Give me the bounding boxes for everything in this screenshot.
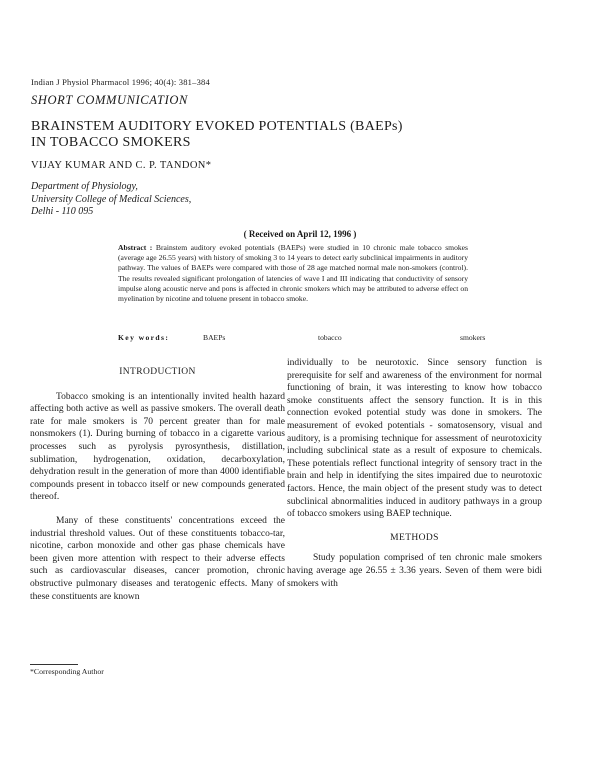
abstract-text: Brainstem auditory evoked potentials (BAEPs) were studied in 10 chronic male tobacco smokes (average age 26.55 years) with history of smoking 3 to 14 years to detect early subclinical impairments in auditory pathway. The values of BAEPs were compared with those of 28 age matched normal male non-smokers (control). The results revealed significant prolongation of latencies of wave I and III indicating that conductivity of sensory impulse along acoustic nerve and pons is affected in chronic smokers which may be attributed to adverse effect on myelination by nicotine and toluene present in tobacco smoke.	[118, 243, 469, 304]
article-title	[31, 119, 551, 151]
author-line: VIJAY KUMAR AND C. P. TANDON*	[31, 160, 212, 171]
received-date: ( Received on April 12, 1996 )	[243, 229, 357, 239]
keyword: BAEPs	[203, 333, 226, 342]
affiliation-line: Department of Physiology,	[31, 181, 138, 192]
affiliation	[31, 181, 191, 219]
section-heading-introduction: INTRODUCTION	[119, 367, 196, 377]
title-line: IN TOBACCO SMOKERS	[31, 135, 191, 150]
keywords-label: Key words:	[118, 333, 170, 342]
journal-reference: Indian J Physiol Pharmacol 1996; 40(4): 381–384	[31, 77, 210, 87]
body-paragraph: Study population comprised of ten chronic male smokers having average age 26.55 ± 3.36 years. Seven of them were bidi smokers with	[287, 553, 542, 589]
affiliation-line: University College of Medical Sciences,	[31, 193, 192, 205]
footnote-divider	[30, 664, 78, 665]
keyword: tobacco	[318, 333, 342, 342]
body-paragraph: individually to be neurotoxic. Since sensory function is prerequisite for self and awareness of the environment for normal functioning of brain, it was interesting to know how tobacco smoke constituents affect the sensory function. It is in this connection evoked potential study was done in smokers. The measurement of evoked potentials - somatosensory, visual and auditory, is a promising technique for assessment of neurotoxicity including subclinical state as a result of exposure to chemicals. These potentials reflect functional integrity of sensory tract in the brain and help in identifying the sites impaired due to neurotoxic factors. Hence, the main object of the present study was to detect subclinical abnormalities induced in auditory pathways in a group of tobacco smokers using BAEP technique.	[287, 358, 542, 520]
keywords	[118, 333, 496, 342]
abstract	[118, 243, 468, 304]
section-label: SHORT COMMUNICATION	[31, 93, 188, 107]
abstract-label: Abstract :	[118, 243, 153, 252]
left-column	[30, 357, 285, 614]
body-paragraph: Tobacco smoking is an intentionally invited health hazard affecting both active as well as passive smokers. The overall death rate for male smokers is 70 percent greater than for male nonsmokers (1). During burning of tobacco in a cigarette various processes such as pyrolysis pyrosynthesis, distillation, sublimation, hydrogenation, oxidation, decarboxylation, dehydration result in the generation of more than 4000 identifiable compounds present in tobacco itself or new compounds generated thereof.	[30, 391, 285, 503]
title-line: BRAINSTEM AUDITORY EVOKED POTENTIALS (BAEPs)	[31, 119, 403, 134]
footnote: *Corresponding Author	[30, 667, 104, 676]
section-heading-methods: METHODS	[390, 532, 439, 543]
body-paragraph: Many of these constituents' concentrations exceed the industrial threshold values. Out of these constituents tobacco-tar, nicotine, carbon monoxide and other gas phase chemicals have been given more attention with respect to their adverse effects such as cardiovascular diseases, cancer promotion, chronic obstructive pulmonary diseases and teratogenic effects. Many of these constituents are known	[30, 515, 285, 602]
right-column	[287, 357, 542, 601]
affiliation-line: Delhi - 110 095	[31, 206, 94, 217]
keyword: smokers	[460, 333, 486, 342]
